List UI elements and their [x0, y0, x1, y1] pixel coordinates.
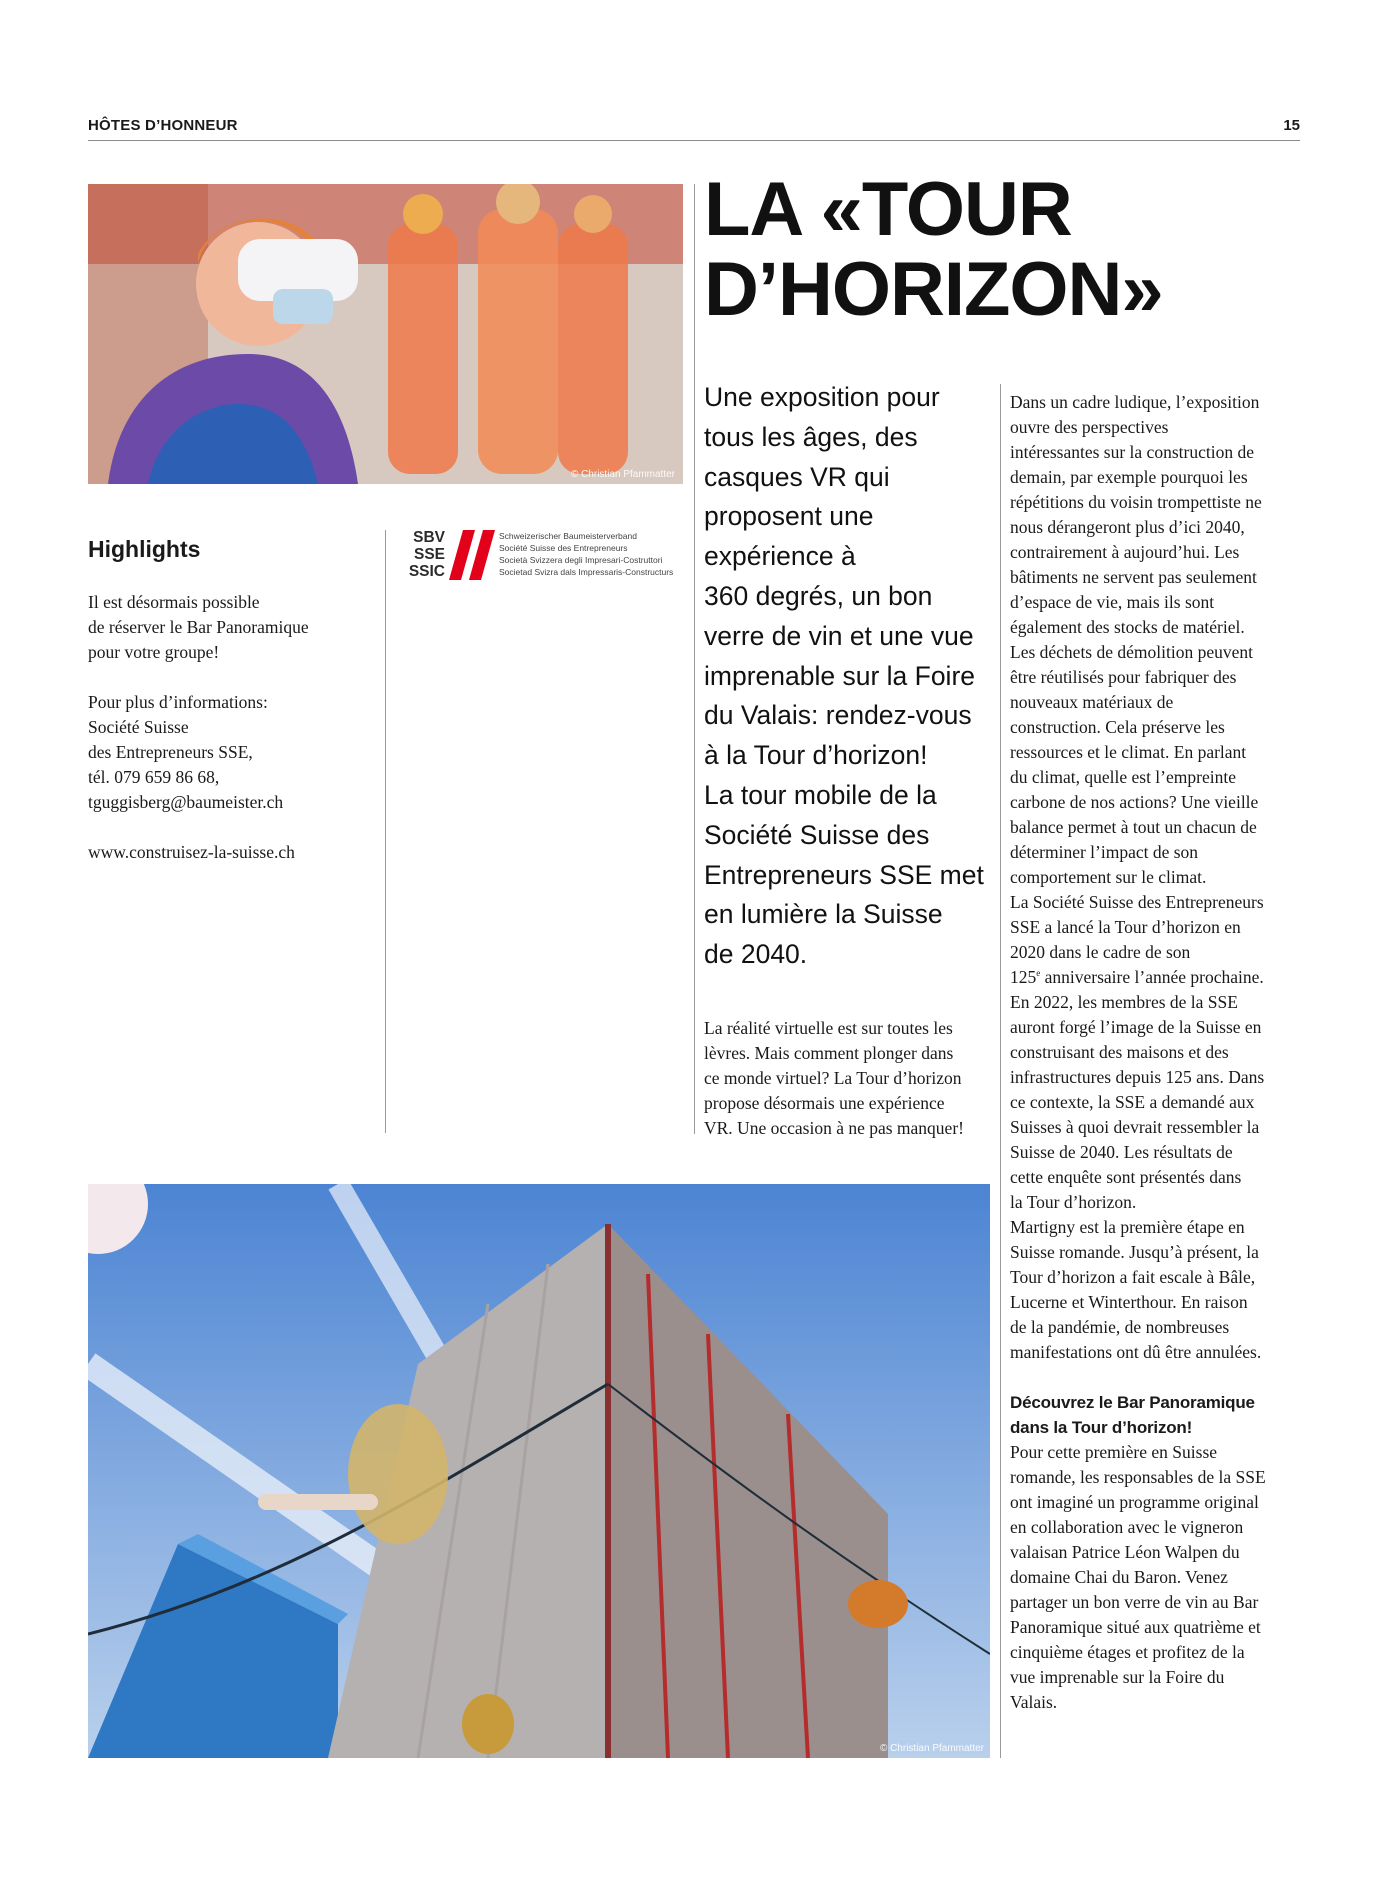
photo-vr-child	[88, 184, 683, 484]
anniversary-line: 125e anniversaire l’année prochaine.	[1010, 967, 1264, 987]
contact-info: Pour plus d’informations: Société Suisse des Entrepreneurs SSE, tél. 079 659 86 68, tguggisberg@baumeister.ch	[88, 690, 378, 815]
column-divider	[1000, 384, 1001, 1758]
body-paragraph: Dans un cadre ludique, l’exposition ouvre des perspectives intéressantes sur la construction de demain, par exemple pourquoi les répétitions du voisin trompettiste ne nous dérangeront plus d’ici 2040, contrairement à aujourd’hui. Les bâtiments ne servent pas seulement d’espace de vie, mais ils sont également des stocks de matériel. Les déchets de démolition peuvent être réutilisés pour fabriquer des nouveaux matériaux de construction. Cela préserve les ressources et le climat. En parlant du climat, quelle est l’empreinte carbone de nos actions? Une vieille balance permet à tout un chacun de déterminer l’impact de son comportement sur le climat. La Société Suisse des Entrepreneurs SSE a lancé la Tour d’horizon en 2020 dans le cadre de son 125e anniversaire l’année prochaine. En 2022, les membres de la SSE auront forgé l’image de la Suisse en construisant des maisons et des infrastructures depuis 125 ans. Dans ce contexte, la SSE a demandé aux Suisses à quoi devrait ressembler la Suisse de 2040. Les résultats de cette enquête sont présentés dans la Tour d’horizon. Martigny est la première étape en Suisse romande. Jusqu’à présent, la Tour d’horizon a fait escale à Bâle, Lucerne et Winterthour. En raison de la pandémie, de nombreuses manifestations ont dû être annulées.	[1010, 390, 1302, 1365]
article-title: LA «TOUR D’HORIZON»	[704, 167, 1163, 332]
photo-tower-illustration	[88, 1184, 990, 1758]
highlights-title: Highlights	[88, 536, 201, 562]
email-link[interactable]: tguggisberg@baumeister.ch	[88, 792, 284, 812]
photo-credit: © Christian Pfammatter	[879, 1743, 984, 1754]
photo-credit: © Christian Pfammatter	[570, 469, 675, 480]
section-label: HÔTES D’HONNEUR	[88, 117, 238, 134]
article-body	[1010, 390, 1302, 1715]
subheading: Découvrez le Bar Panoramique dans la Tour d’horizon!	[1010, 1393, 1255, 1437]
sse-logo: SBV SSE SSIC Schweizerischer Baumeisterverband Société Suisse des Entrepreneurs Società Svizzera degli Impresari-Costruttori Societad Svizra dals Impressaris-Constructurs	[408, 529, 674, 580]
highlights-text: Il est désormais possible de réserver le Bar Panoramique pour votre groupe!	[88, 592, 309, 662]
page-number: 15	[1283, 117, 1300, 134]
column-divider	[385, 530, 386, 1133]
article-intro: La réalité virtuelle est sur toutes les lèvres. Mais comment plonger dans ce monde virtuel? La Tour d’horizon propose désormais une expérience VR. Une occasion à ne pas manquer!	[704, 1018, 964, 1138]
header-rule	[88, 140, 1300, 141]
photo-tower-acrobats	[88, 1184, 990, 1758]
column-divider	[694, 184, 695, 1134]
logo-stripes-icon	[449, 530, 497, 580]
body-paragraph: Pour cette première en Suisse romande, les responsables de la SSE ont imaginé un programme original en collaboration avec le vigneron valaisan Patrice Léon Walpen du domaine Chai du Baron. Venez partager un bon verre de vin au Bar Panoramique situé aux quatrième et cinquième étages et profitez de la vue imprenable sur la Foire du Valais.	[1010, 1442, 1266, 1712]
article-lead: Une exposition pour tous les âges, des casques VR qui proposent une expérience à 360 degrés, un bon verre de vin et une vue imprenable sur la Foire du Valais: rendez-vous à la Tour d’horizon! La tour mobile de la Société Suisse des Entrepreneurs SSE met en lumière la Suisse de 2040.	[704, 382, 984, 970]
photo-vr-child-illustration	[88, 184, 683, 484]
website-link[interactable]: www.construisez-la-suisse.ch	[88, 842, 295, 862]
phone-number: tél. 079 659 86 68,	[88, 767, 220, 787]
